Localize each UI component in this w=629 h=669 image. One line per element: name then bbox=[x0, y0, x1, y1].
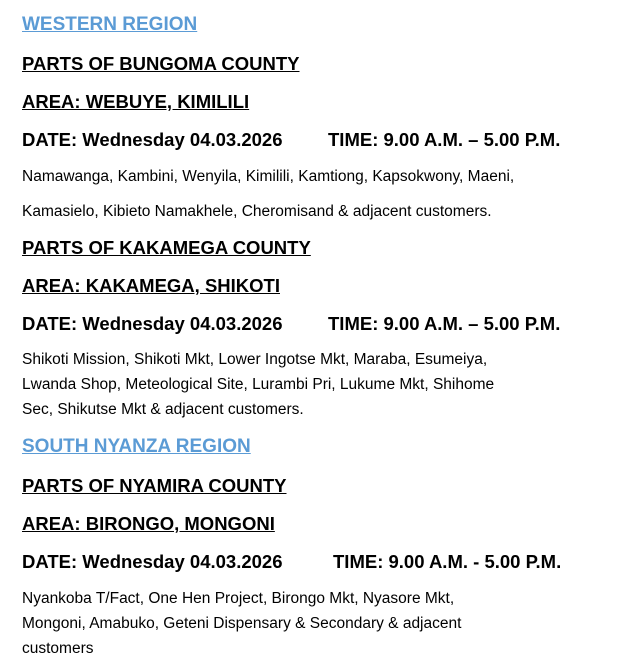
affected-areas-line: Shikoti Mission, Shikoti Mkt, Lower Ingotse Mkt, Maraba, Esumeiya, bbox=[22, 351, 488, 368]
area-heading-kakamega-shikoti: AREA: KAKAMEGA, SHIKOTI bbox=[22, 275, 280, 296]
area-heading-webuye-kimilili: AREA: WEBUYE, KIMILILI bbox=[22, 91, 250, 112]
county-heading-nyamira: PARTS OF NYAMIRA COUNTY bbox=[22, 475, 287, 496]
time-label: TIME: 9.00 A.M. – 5.00 P.M. bbox=[328, 313, 561, 334]
affected-areas-line: Sec, Shikutse Mkt & adjacent customers. bbox=[22, 401, 304, 418]
time-label: TIME: 9.00 A.M. – 5.00 P.M. bbox=[328, 129, 561, 150]
date-label: DATE: Wednesday 04.03.2026 bbox=[22, 313, 283, 334]
date-label: DATE: Wednesday 04.03.2026 bbox=[22, 129, 283, 150]
date-label: DATE: Wednesday 04.03.2026 bbox=[22, 551, 283, 572]
region-heading-south-nyanza: SOUTH NYANZA REGION bbox=[22, 436, 251, 457]
affected-areas-line: Mongoni, Amabuko, Geteni Dispensary & Secondary & adjacent bbox=[22, 615, 462, 632]
affected-areas-line: Namawanga, Kambini, Wenyila, Kimilili, Kamtiong, Kapsokwony, Maeni, bbox=[22, 168, 515, 185]
affected-areas-line: Lwanda Shop, Meteological Site, Lurambi Pri, Lukume Mkt, Shihome bbox=[22, 376, 495, 393]
schedule-row-nyamira bbox=[22, 551, 562, 573]
affected-areas-line: Kamasielo, Kibieto Namakhele, Cheromisand & adjacent customers. bbox=[22, 203, 492, 220]
affected-areas-line: customers bbox=[22, 640, 94, 657]
affected-areas-line: Nyankoba T/Fact, One Hen Project, Birongo Mkt, Nyasore Mkt, bbox=[22, 590, 455, 607]
county-heading-bungoma: PARTS OF BUNGOMA COUNTY bbox=[22, 53, 300, 74]
time-label: TIME: 9.00 A.M. - 5.00 P.M. bbox=[333, 551, 562, 572]
area-heading-birongo-mongoni: AREA: BIRONGO, MONGONI bbox=[22, 513, 275, 534]
schedule-row-kakamega bbox=[22, 313, 561, 335]
region-heading-western: WESTERN REGION bbox=[22, 14, 198, 35]
county-heading-kakamega: PARTS OF KAKAMEGA COUNTY bbox=[22, 237, 311, 258]
schedule-row-bungoma bbox=[22, 129, 561, 151]
